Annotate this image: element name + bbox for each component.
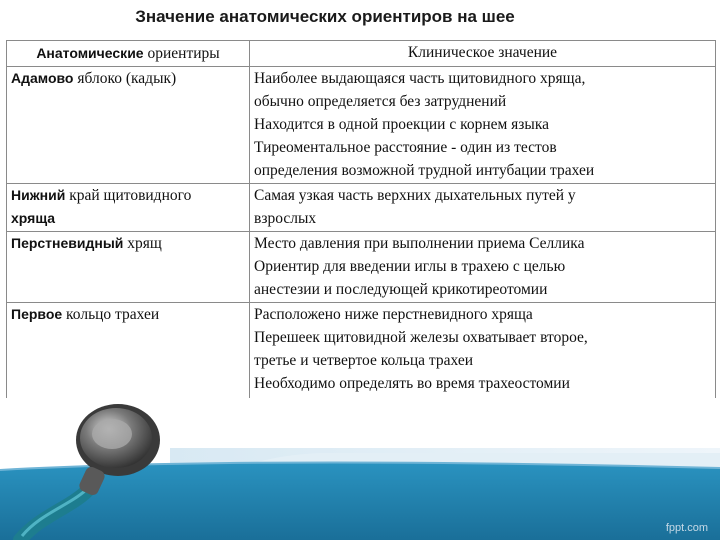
- landmark-cell: [7, 184, 250, 232]
- table-row: [7, 303, 716, 399]
- background-graphic: [0, 398, 720, 540]
- significance-cell: [250, 184, 716, 232]
- significance-line: Перешеек щитовидной железы охватывает второе,: [254, 329, 588, 346]
- landmark-bold: Нижний: [11, 187, 66, 203]
- table-row: [7, 184, 716, 232]
- significance-line: Находится в одной проекции с корнем языка: [254, 116, 550, 133]
- significance-line: Самая узкая часть верхних дыхательных путей у: [254, 187, 576, 204]
- significance-line: взрослых: [254, 210, 317, 227]
- significance-line: обычно определяется без затруднений: [254, 93, 507, 110]
- landmark-text: хрящ: [123, 235, 162, 252]
- landmark-text: кольцо трахеи: [62, 306, 160, 323]
- table-header-row: [7, 41, 716, 67]
- stethoscope-diaphragm: [92, 419, 132, 449]
- significance-cell: [250, 232, 716, 303]
- header-clinical-significance: Клиническое значение: [250, 41, 716, 67]
- title-bar: [0, 0, 720, 34]
- landmark-bold: Перстневидный: [11, 235, 124, 251]
- significance-line: анестезии и последующей крикотиреотомии: [254, 281, 548, 298]
- significance-line: определения возможной трудной интубации трахеи: [254, 162, 595, 179]
- significance-line: Необходимо определять во время трахеостомии: [254, 375, 570, 392]
- significance-cell: [250, 303, 716, 399]
- table-row: [7, 67, 716, 184]
- landmarks-table: [6, 40, 716, 399]
- watermark: fppt.com: [665, 522, 708, 534]
- significance-line: Ориентир для введении иглы в трахею с целью: [254, 258, 566, 275]
- significance-cell: [250, 67, 716, 184]
- landmark-text: яблоко (кадык): [73, 70, 177, 87]
- landmark-bold: Адамово: [11, 70, 74, 86]
- significance-line: третье и четвертое кольца трахеи: [254, 352, 473, 369]
- landmark-cell: [7, 303, 250, 399]
- landmark-text: край щитовидного: [65, 187, 192, 204]
- header-landmarks: Анатомические ориентиры: [7, 41, 250, 67]
- landmark-cell: [7, 67, 250, 184]
- landmark-cell: [7, 232, 250, 303]
- landmark-bold: Первое: [11, 306, 63, 322]
- page-title: Значение анатомических ориентиров на шее: [135, 7, 515, 26]
- table-row: [7, 232, 716, 303]
- significance-line: Тиреоментальное расстояние - один из тестов: [254, 139, 557, 156]
- decorative-background: [0, 398, 720, 540]
- significance-line: Наиболее выдающаяся часть щитовидного хряща,: [254, 70, 586, 87]
- significance-line: Место давления при выполнении приема Селлика: [254, 235, 585, 252]
- significance-line: Расположено ниже перстневидного хряща: [254, 306, 533, 323]
- landmark-bold: хряща: [11, 210, 56, 226]
